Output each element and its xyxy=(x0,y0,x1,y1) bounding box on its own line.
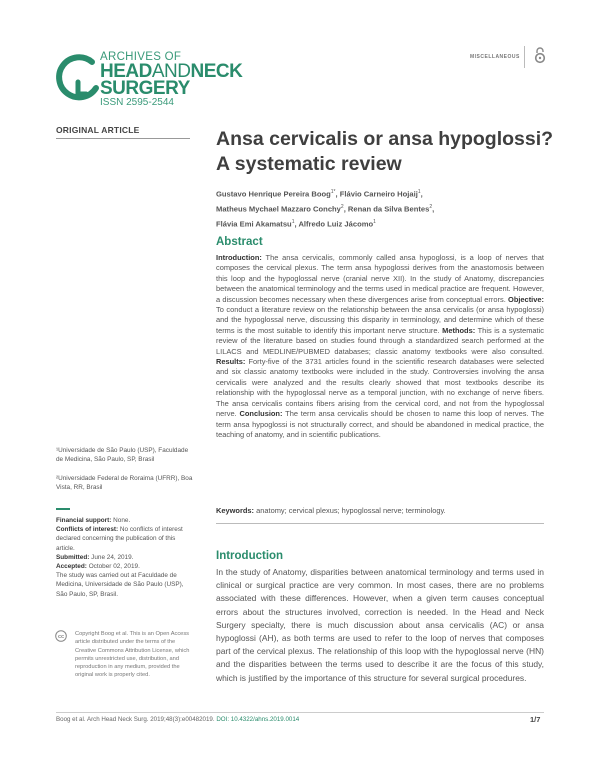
article-category: MISCELLANEOUS xyxy=(470,54,520,60)
keywords-text: anatomy; cervical plexus; hypoglossal nerve; terminology. xyxy=(256,506,446,515)
author-name: Renan da Silva Bentes xyxy=(347,204,430,214)
accepted-value: October 02, 2019. xyxy=(88,563,140,571)
section-divider xyxy=(56,138,190,139)
objective-text: To conduct a literature review on the relationship between the ansa cervicalis (or ansa hypoglossi) and the hypoglossal nerve, discussing this disparity in terminology, and determine which of these terms is the most suitable to identify this important nerve structure. xyxy=(216,305,544,335)
keywords-label: Keywords: xyxy=(216,506,255,515)
intro-text: The ansa cervicalis, commonly called ansa hypoglossi, is a loop of nerves that composes the cervical plexus. The term ansa hypoglossi derives from the anastomosis between this loop and the hypoglossal nerve (cranial nerve XII). In the study of Anatomy, discrepancies between the anatomical terminology and the terms used in medical practice are frequent. However, a discussion becomes necessary when these divergences arise from conceptual errors. xyxy=(216,253,544,304)
submitted-value: June 24, 2019. xyxy=(91,553,134,561)
affiliation-2: ²Universidade Federal de Roraima (UFRR), Boa Vista, RR, Brasil xyxy=(56,475,193,491)
section-label: ORIGINAL ARTICLE xyxy=(56,125,140,135)
methods-text: This is a systematic review of the literature based on studies found through a standardized search performed at the LILACS and MEDLINE/PUBMED databases; classic anatomy textbooks were also consulted. xyxy=(216,325,544,356)
results-text: Forty-five of the 3731 articles found in the scientific research databases were selected and six classic anatomy textbooks were included in the study. Controversies involving the ansa cervicalis were analyzed and the results clearly showed that most textbooks describe its relationship with the hypoglossal nerve as a temporal junction, with no exchange of nerve fibers. The ansa cervicalis contains fibers arising from the cervical cord, and not from the hypoglossal nerve. xyxy=(216,357,544,419)
header-divider xyxy=(524,46,525,68)
author-name: Flávio Carneiro Hojaij xyxy=(339,189,418,199)
introduction-paragraph: In the study of Anatomy, disparities between anatomical terminology and terms used in clinical or surgical practice are very common. In most cases, there are no problems associated with these differences. However, when a given term causes conceptual errors about the structures involved, correction is needed. In the Head and Neck Surgery specialty, there is much discussion about ansa cervicalis (AC) or ansa hypoglossi (AH), as both terms are used to refer to the loop of nerves that composes part of the cervical plexus. The relationship of this loop with the hypoglossal nerve (HN) and the disparities between the terms used to describe it are the focus of this study, which is justified by the importance of this structure for several surgical procedures. xyxy=(216,567,544,683)
journal-name-line1: ARCHIVES OF xyxy=(100,51,182,63)
footer-divider xyxy=(56,712,544,713)
author-name: Alfredo Luiz Jácomo xyxy=(298,219,374,229)
issn: ISSN 2595-2544 xyxy=(100,97,174,108)
affiliation-1: ¹Universidade de São Paulo (USP), Faculdade de Medicina, São Paulo, SP, Brasil xyxy=(56,447,189,463)
intro-label: Introduction: xyxy=(216,253,262,262)
keywords xyxy=(216,506,546,515)
conflicts-value: No conflicts of interest declared concerning the publication of this article. xyxy=(56,526,183,552)
open-access-icon xyxy=(534,46,546,64)
creative-commons-icon xyxy=(55,630,67,642)
page-number: 1/7 xyxy=(530,715,541,724)
financial-label: Financial support: xyxy=(56,517,112,524)
conclusion-label: Conclusion: xyxy=(239,409,283,419)
conflicts-label: Conflicts of interest: xyxy=(56,526,119,534)
journal-head: HEAD xyxy=(100,61,152,82)
footer-citation xyxy=(56,716,299,723)
citation-text: Boog et al. Arch Head Neck Surg. 2019;48(3):e00482019. xyxy=(56,716,215,723)
introduction-heading: Introduction xyxy=(216,550,284,562)
methods-label: Methods: xyxy=(442,325,476,335)
author-name: Flávia Emi Akamatsu xyxy=(216,219,292,229)
journal-and: AND xyxy=(151,61,191,82)
submitted-label: Submitted: xyxy=(56,553,90,561)
journal-logo-icon xyxy=(52,52,104,104)
doi-link[interactable]: DOI: 10.4322/ahns.2019.0014 xyxy=(216,716,300,723)
financial-value: None. xyxy=(113,517,131,524)
sidebar-accent-rule xyxy=(56,508,70,510)
article-title: Ansa cervicalis or ansa hypoglossi? A systematic review xyxy=(216,128,554,175)
study-note: The study was carried out at Faculdade de Medicina, Universidade de São Paulo (USP), São Paulo, SP, Brasil. xyxy=(56,572,184,598)
author-list: Gustavo Henrique Pereira Boog$^{1*}$, Flávio Carneiro Hojaij$^1$, Matheus Mychael Mazzaro Conchy$^2$, Renan da Silva Bentes$^2$, Flávia Emi Akamatsu$^1$, Alfredo Luiz Jácomo$^1$ xyxy=(216,189,435,229)
article-info xyxy=(56,516,194,599)
abstract-heading: Abstract xyxy=(216,236,263,248)
conclusion-text: The term ansa cervicalis should be chosen to name this loop of nerves. The term ansa hypoglossi is not structurally correct, and should be abandoned in medical practice, the teaching of anatomy, and in scientific publications. xyxy=(216,409,544,439)
objective-label: Objective: xyxy=(508,294,544,304)
journal-neck: NECK xyxy=(190,61,243,82)
copyright-notice: Copyright Boog et al. This is an Open Access article distributed under the terms of the Creative Commons Attribution License, which permits unrestricted use, distribution, and reproduction in any medium, provided the original work is properly cited. xyxy=(75,631,190,679)
results-label: Results: xyxy=(216,357,246,367)
author-name: Matheus Mychael Mazzaro Conchy xyxy=(216,204,341,214)
keywords-divider xyxy=(216,523,544,524)
svg-text:cc: cc xyxy=(57,634,65,641)
author-name: Gustavo Henrique Pereira Boog xyxy=(216,189,331,199)
abstract-body xyxy=(216,253,544,440)
journal-name-line3: SURGERY xyxy=(100,78,190,99)
accepted-label: Accepted: xyxy=(56,563,87,571)
